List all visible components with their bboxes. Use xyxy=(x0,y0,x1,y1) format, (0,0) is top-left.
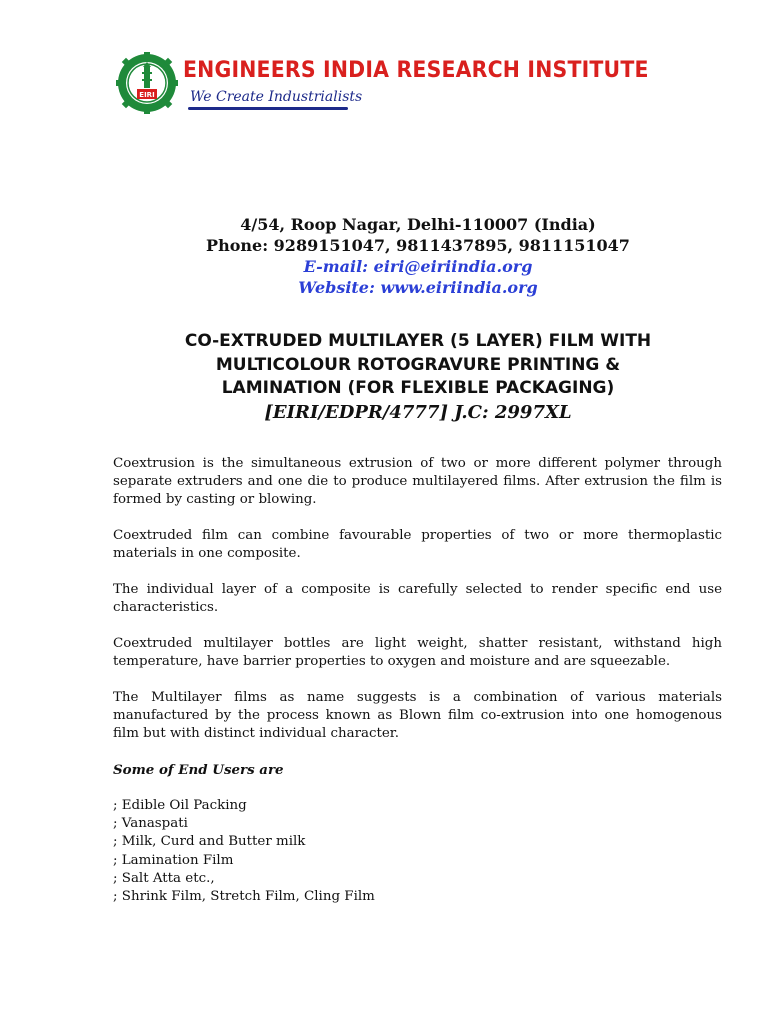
title-line: MULTICOLOUR ROTOGRAVURE PRINTING & xyxy=(215,354,621,375)
end-users-list xyxy=(113,797,722,906)
website-link[interactable]: Website: www.eiriindia.org xyxy=(298,278,538,297)
paragraph: The Multilayer films as name suggests is a combination of various materials manufactured by the process known as Blown film co-extrusion into one homogenous film but with distinct individual character. xyxy=(113,690,722,741)
tagline-underline xyxy=(188,107,348,110)
email-link[interactable]: E-mail: eiri@eiriindia.org xyxy=(303,257,533,276)
paragraph: Coextruded multilayer bottles are light weight, shatter resistant, withstand high temperature, have barrier properties to oxygen and moisture and are squeezable. xyxy=(113,636,722,669)
body-text xyxy=(113,455,722,906)
list-item: ; Lamination Film xyxy=(113,852,234,868)
title-line: LAMINATION (FOR FLEXIBLE PACKAGING) xyxy=(221,378,615,398)
tagline: We Create Industrialists xyxy=(190,89,363,105)
address: 4/54, Roop Nagar, Delhi-110007 (India) xyxy=(240,215,596,234)
paragraph: The individual layer of a composite is carefully selected to render specific end use characteristics. xyxy=(113,582,722,615)
list-item: ; Shrink Film, Stretch Film, Cling Film xyxy=(113,889,375,905)
project-code: [EIRI/EDPR/4777] J.C: 2997XL xyxy=(264,401,572,423)
list-item: ; Edible Oil Packing xyxy=(113,798,247,813)
title-line: CO-EXTRUDED MULTILAYER (5 LAYER) FILM WITH xyxy=(184,331,652,351)
list-item: ; Milk, Curd and Butter milk xyxy=(113,834,306,850)
list-item: ; Vanaspati xyxy=(113,816,188,832)
org-name: ENGINEERS INDIA RESEARCH INSTITUTE xyxy=(183,58,649,83)
eiri-seal-logo-icon xyxy=(116,52,178,114)
end-users-heading: Some of End Users are xyxy=(113,762,284,778)
paragraph: Coextruded film can combine favourable properties of two or more thermoplastic materials in one composite. xyxy=(113,528,722,561)
list-item: ; Salt Atta etc., xyxy=(113,870,215,886)
seal-label: EIRI xyxy=(139,91,155,99)
paragraph: Coextrusion is the simultaneous extrusion of two or more different polymer through separate extruders and one die to produce multilayered films. After extrusion the film is formed by casting or blowing. xyxy=(113,456,722,507)
contact-block xyxy=(0,214,768,298)
phone-numbers: Phone: 9289151047, 9811437895, 9811151047 xyxy=(206,236,630,255)
document-title xyxy=(0,330,768,424)
